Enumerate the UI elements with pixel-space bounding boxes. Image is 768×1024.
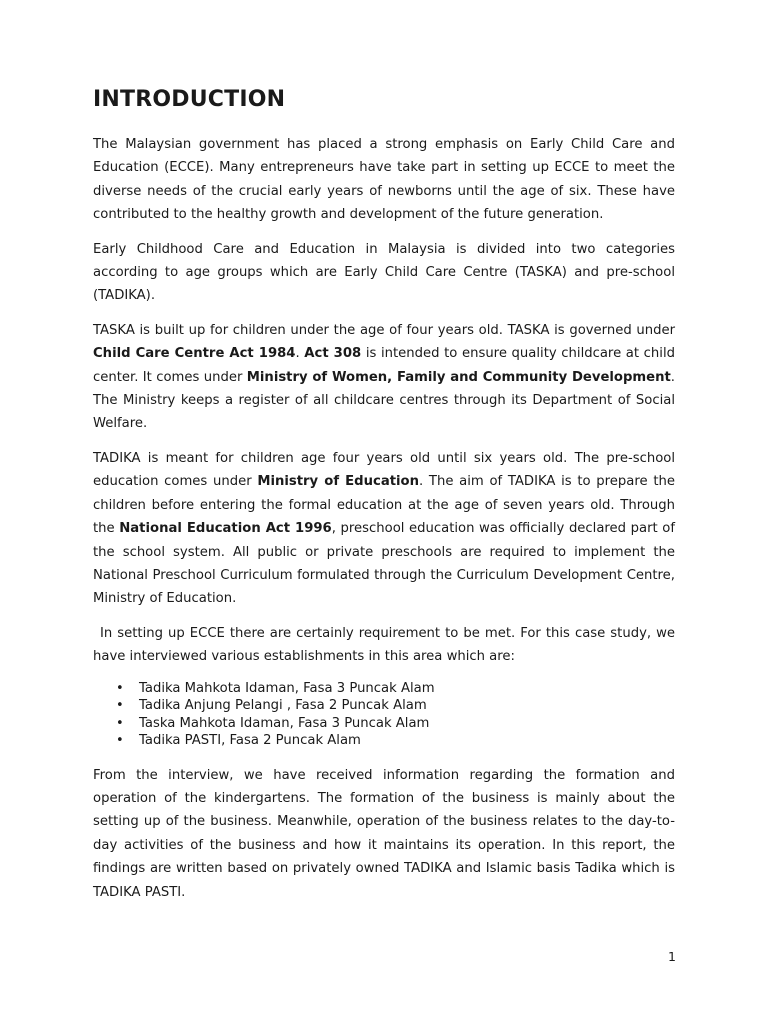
taska-text-3: is intended to ensure quality childcare at child center. It comes under — [93, 346, 675, 385]
taska-act-number: Act 308 — [304, 346, 362, 362]
paragraph-ecce-emphasis: The Malaysian government has placed a strong emphasis on Early Child Care and Education (ECCE). Many entrepreneurs have take part in setting up ECCE to meet the diverse needs of the crucial early years of newborns until the age of six. These have contributed to the healthy growth and development of the future generation. — [93, 137, 675, 223]
list-item: • Tadika Mahkota Idaman, Fasa 3 Puncak Alam — [139, 680, 675, 698]
taska-ministry: Ministry of Women, Family and Community Development — [246, 369, 671, 385]
tadika-act-name: National Education Act 1996 — [119, 521, 332, 537]
paragraph-interview-findings: From the interview, we have received information regarding the formation and operation of the kindergartens. The formation of the business is mainly about the setting up of the business. Meanwhile, operation of the business relates to the day-to-day activities of the business and how it maintains its operation. In this report, the findings are written based on privately owned TADIKA and Islamic basis Tadika which is TADIKA PASTI. — [93, 767, 675, 900]
tadika-ministry: Ministry of Education — [257, 474, 419, 490]
paragraph-taska — [93, 319, 675, 436]
taska-text-1: TASKA is built up for children under the age of four years old. TASKA is governed under — [93, 322, 675, 338]
taska-text-4: . The Ministry keeps a register of all childcare centres through its Department of Social Welfare. — [93, 369, 675, 432]
establishment-list — [93, 680, 675, 750]
list-item: • Tadika Anjung Pelangi , Fasa 2 Puncak Alam — [139, 697, 675, 715]
taska-text-2: . — [295, 346, 305, 362]
tadika-text-1: TADIKA is meant for children age four years old until six years old. The pre-school education comes under — [93, 450, 675, 490]
taska-act-name: Child Care Centre Act 1984 — [93, 346, 296, 362]
paragraph-ecce-categories: Early Childhood Care and Education in Malaysia is divided into two categories according to age groups which are Early Child Care Centre (TASKA) and pre-school (TADIKA). — [93, 241, 675, 304]
list-item: • Tadika PASTI, Fasa 2 Puncak Alam — [139, 732, 675, 750]
tadika-text-3: , preschool education was officially declared part of the school system. All public or private preschools are required to implement the National Preschool Curriculum formulated through the Curriculum Development Centre, Ministry of Education. — [93, 521, 675, 607]
paragraph-tadika — [93, 447, 675, 611]
page-title: INTRODUCTION — [93, 87, 286, 112]
page-number: 1 — [668, 949, 676, 964]
tadika-text-2: . The aim of TADIKA is to prepare the children before entering the formal education at the age of seven years old. Through the — [93, 474, 675, 537]
paragraph-case-study: In setting up ECCE there are certainly requirement to be met. For this case study, we have interviewed various establishments in this area which are: — [93, 625, 675, 665]
document-page — [93, 86, 675, 915]
list-item: • Taska Mahkota Idaman, Fasa 3 Puncak Alam — [139, 715, 675, 733]
